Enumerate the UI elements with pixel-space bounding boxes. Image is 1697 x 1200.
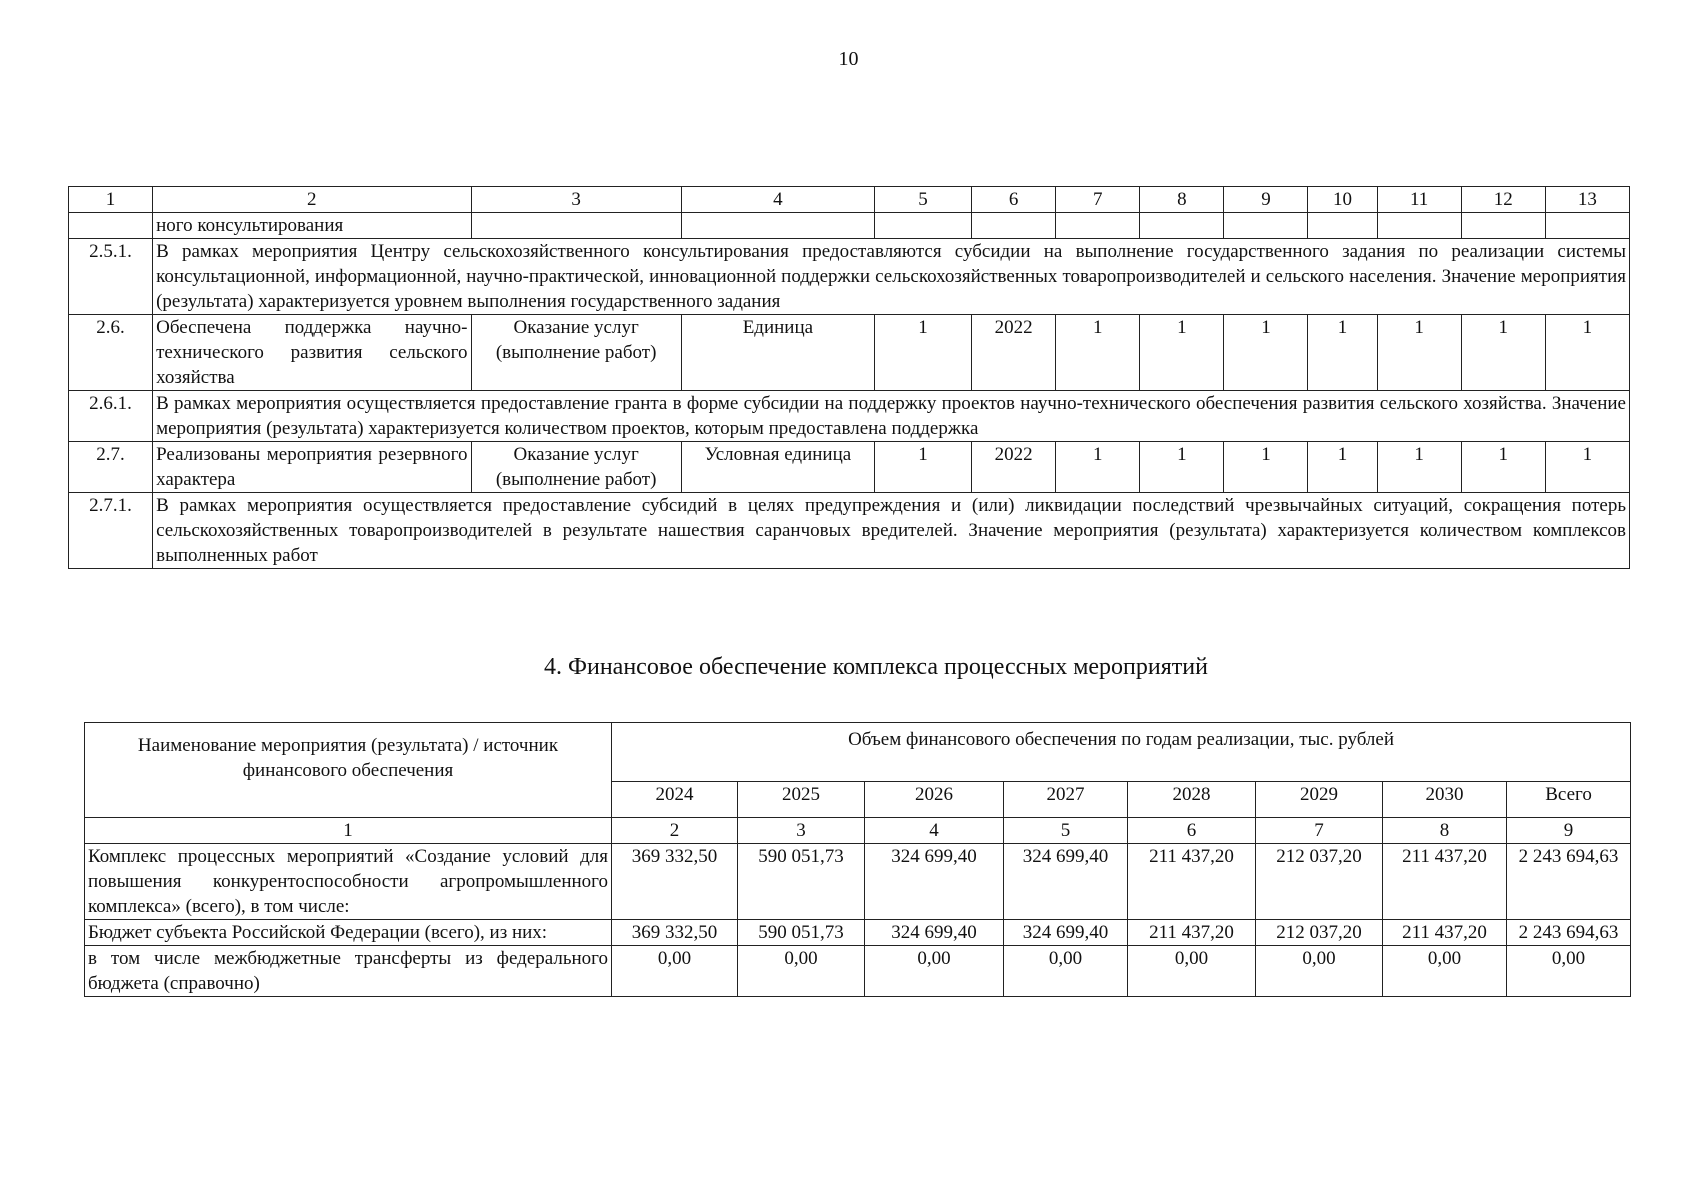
amount-cell: 0,00 xyxy=(1507,946,1631,997)
table-row xyxy=(69,391,1630,442)
value-cell: 1 xyxy=(1308,315,1377,391)
amount-cell: 211 437,20 xyxy=(1383,844,1507,920)
table-row xyxy=(69,315,1630,391)
value-cell: 1 xyxy=(1461,315,1545,391)
col-header: 6 xyxy=(972,187,1056,213)
col-number: 2 xyxy=(612,818,738,844)
table-row xyxy=(85,946,1631,997)
continuation-text: ного консультирования xyxy=(153,213,471,239)
amount-cell: 211 437,20 xyxy=(1128,844,1256,920)
value-cell: 1 xyxy=(1308,442,1377,493)
amount-cell: 324 699,40 xyxy=(865,920,1004,946)
col-header: 11 xyxy=(1377,187,1461,213)
value-cell: 1 xyxy=(1056,315,1140,391)
value-cell: 1 xyxy=(1224,442,1308,493)
year-header: 2030 xyxy=(1383,782,1507,818)
indicators-table xyxy=(68,186,1630,569)
value-cell: 1 xyxy=(1224,315,1308,391)
col-header: 9 xyxy=(1224,187,1308,213)
amount-cell: 0,00 xyxy=(1128,946,1256,997)
amount-cell: 0,00 xyxy=(1383,946,1507,997)
page-number: 10 xyxy=(838,48,859,70)
row-number: 2.5.1. xyxy=(69,239,153,315)
amount-cell: 2 243 694,63 xyxy=(1507,844,1631,920)
row-name: Комплекс процессных мероприятий «Создание условий для повышения конкурентоспособности агропромышленного комплекса» (всего), в том числе: xyxy=(85,844,612,920)
volume-header: Объем финансового обеспечения по годам реализации, тыс. рублей xyxy=(612,723,1631,782)
value-cell: 1 xyxy=(1056,442,1140,493)
amount-cell: 0,00 xyxy=(738,946,865,997)
row-number: 2.7. xyxy=(69,442,153,493)
unit: Условная единица xyxy=(681,442,874,493)
col-header: 5 xyxy=(875,187,972,213)
year-header: Всего xyxy=(1507,782,1631,818)
year-header: 2028 xyxy=(1128,782,1256,818)
measure-type: Оказание услуг (выполнение работ) xyxy=(471,442,681,493)
row-number: 2.6.1. xyxy=(69,391,153,442)
row-name: Бюджет субъекта Российской Федерации (всего), из них: xyxy=(85,920,612,946)
header-row xyxy=(69,187,1630,213)
description-text: В рамках мероприятия осуществляется предоставление субсидий в целях предупреждения и (или) ликвидации последствий чрезвычайных ситуаций, сокращения потерь сельскохозяйственных товаропроизводителей в результате нашествия саранчовых вредителей. Значение мероприятия (результата) характеризуется количеством комплексов выполненных работ xyxy=(153,493,1630,569)
col-number: 3 xyxy=(738,818,865,844)
amount-cell: 590 051,73 xyxy=(738,844,865,920)
amount-cell: 324 699,40 xyxy=(1004,920,1128,946)
value-cell: 1 xyxy=(1461,442,1545,493)
base-year: 2022 xyxy=(972,315,1056,391)
table-row xyxy=(69,239,1630,315)
year-header: 2024 xyxy=(612,782,738,818)
col-number: 9 xyxy=(1507,818,1631,844)
description-text: В рамках мероприятия осуществляется предоставление гранта в форме субсидии на поддержку проектов научно-технического обеспечения развития сельского хозяйства. Значение мероприятия (результата) характеризуется количеством проектов, которым предоставлена поддержка xyxy=(153,391,1630,442)
col-header: 10 xyxy=(1308,187,1377,213)
year-header: 2025 xyxy=(738,782,865,818)
header-row xyxy=(85,723,1631,782)
col-number: 1 xyxy=(85,818,612,844)
base-year: 2022 xyxy=(972,442,1056,493)
table-row xyxy=(69,442,1630,493)
value-cell: 1 xyxy=(1140,442,1224,493)
col-number: 7 xyxy=(1256,818,1383,844)
col-header: 4 xyxy=(681,187,874,213)
table-row xyxy=(85,920,1631,946)
measure-name: Реализованы мероприятия резервного характера xyxy=(153,442,471,493)
amount-cell: 211 437,20 xyxy=(1383,920,1507,946)
table-row xyxy=(69,493,1630,569)
value-cell: 1 xyxy=(1140,315,1224,391)
year-header: 2029 xyxy=(1256,782,1383,818)
col-header: 13 xyxy=(1545,187,1629,213)
amount-cell: 324 699,40 xyxy=(1004,844,1128,920)
amount-cell: 0,00 xyxy=(1256,946,1383,997)
amount-cell: 212 037,20 xyxy=(1256,844,1383,920)
value-cell: 1 xyxy=(1545,442,1629,493)
col-header: 8 xyxy=(1140,187,1224,213)
amount-cell: 590 051,73 xyxy=(738,920,865,946)
description-text: В рамках мероприятия Центру сельскохозяйственного консультирования предоставляются субсидии на выполнение государственного задания по реализации системы консультационной, информационной, научно-практической, инновационной поддержки сельскохозяйственных товаропроизводителей и сельского населения. Значение мероприятия (результата) характеризуется уровнем выполнения государственного задания xyxy=(153,239,1630,315)
col-number: 4 xyxy=(865,818,1004,844)
year-header: 2026 xyxy=(865,782,1004,818)
row-number: 2.7.1. xyxy=(69,493,153,569)
amount-cell: 212 037,20 xyxy=(1256,920,1383,946)
col-number-row xyxy=(85,818,1631,844)
col-header: 12 xyxy=(1461,187,1545,213)
amount-cell: 0,00 xyxy=(865,946,1004,997)
amount-cell: 0,00 xyxy=(612,946,738,997)
measure-name: Обеспечена поддержка научно-технического развития сельского хозяйства xyxy=(153,315,471,391)
table-row xyxy=(69,213,1630,239)
col-number: 5 xyxy=(1004,818,1128,844)
col-header: 3 xyxy=(471,187,681,213)
name-header: Наименование мероприятия (результата) / источник финансового обеспечения xyxy=(85,723,612,818)
unit: Единица xyxy=(681,315,874,391)
amount-cell: 211 437,20 xyxy=(1128,920,1256,946)
value-cell: 1 xyxy=(1377,315,1461,391)
table-row xyxy=(85,844,1631,920)
amount-cell: 0,00 xyxy=(1004,946,1128,997)
amount-cell: 369 332,50 xyxy=(612,844,738,920)
section-title: 4. Финансовое обеспечение комплекса процессных мероприятий xyxy=(544,654,1208,680)
col-header: 1 xyxy=(69,187,153,213)
financing-table xyxy=(84,722,1631,997)
col-header: 2 xyxy=(153,187,471,213)
row-number: 2.6. xyxy=(69,315,153,391)
col-number: 8 xyxy=(1383,818,1507,844)
col-number: 6 xyxy=(1128,818,1256,844)
amount-cell: 369 332,50 xyxy=(612,920,738,946)
value-cell: 1 xyxy=(1377,442,1461,493)
amount-cell: 324 699,40 xyxy=(865,844,1004,920)
measure-type: Оказание услуг (выполнение работ) xyxy=(471,315,681,391)
row-name: в том числе межбюджетные трансферты из федерального бюджета (справочно) xyxy=(85,946,612,997)
base-value: 1 xyxy=(875,315,972,391)
year-header: 2027 xyxy=(1004,782,1128,818)
col-header: 7 xyxy=(1056,187,1140,213)
amount-cell: 2 243 694,63 xyxy=(1507,920,1631,946)
base-value: 1 xyxy=(875,442,972,493)
value-cell: 1 xyxy=(1545,315,1629,391)
